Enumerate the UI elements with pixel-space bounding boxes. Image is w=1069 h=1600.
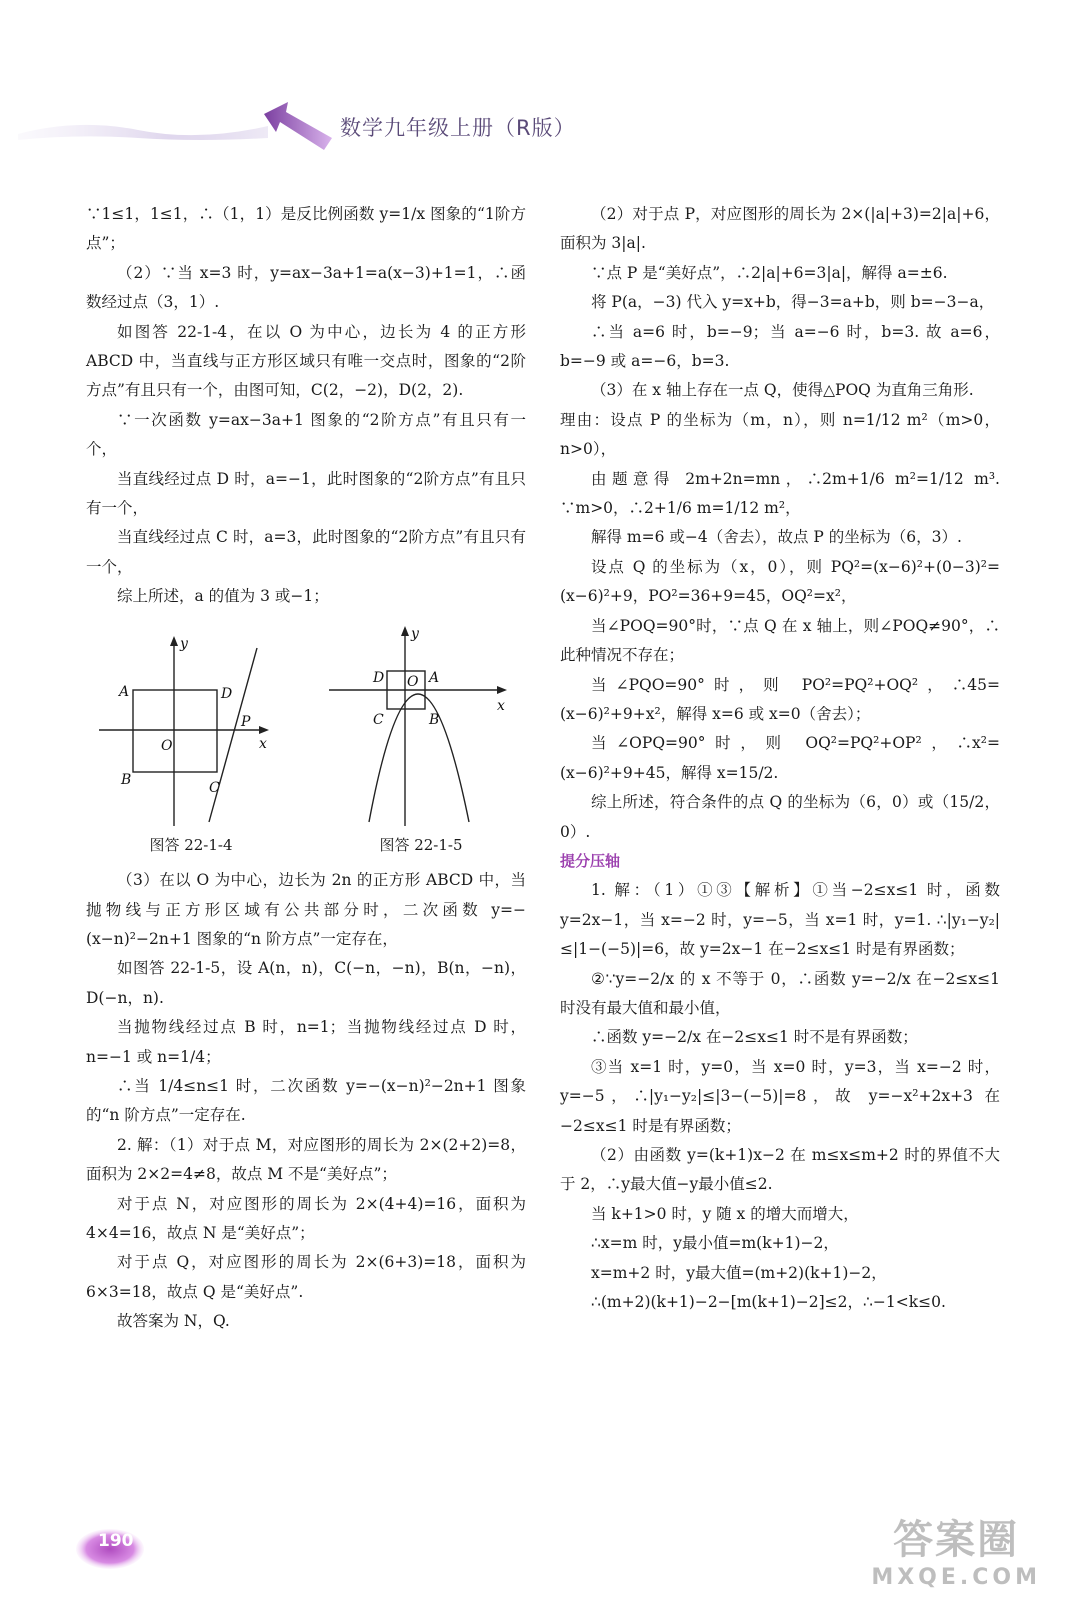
paragraph: ∴当 a=6 时，b=−9；当 a=−6 时，b=3. 故 a=6，b=−9 或 a=−6，b=3. <box>560 322 1000 371</box>
square-parabola-diagram <box>321 626 521 831</box>
paragraph: ∴当 1/4≤n≤1 时，二次函数 y=−(x−n)²−2n+1 图象的“n 阶方点”一定存在. <box>86 1076 526 1125</box>
paragraph: （3）在以 O 为中心，边长为 2n 的正方形 ABCD 中，当抛物线与正方形区域有公共部分时，二次函数 y=−(x−n)²−2n+1 图象的“n 阶方点”一定存在， <box>86 871 526 948</box>
point-b-label: B <box>121 771 132 788</box>
point-d-label: D <box>373 669 385 686</box>
paragraph: 当直线经过点 D 时，a=−1，此时图象的“2阶方点”有且只有一个， <box>86 469 526 518</box>
paragraph: 将 P(a，−3) 代入 y=x+b，得−3=a+b，则 b=−3−a， <box>591 293 995 312</box>
paragraph: ②∵y=−2/x 的 x 不等于 0，∴函数 y=−2/x 在−2≤x≤1 时没有最大值和最小值， <box>560 969 1000 1017</box>
header-arrow-icon <box>258 100 338 160</box>
paragraph: 设点 Q 的坐标为（x，0），则 PQ²=(x−6)²+(0−3)²=(x−6)²+9，PO²=36+9=45，OQ²=x²， <box>560 557 1000 606</box>
point-c-label: C <box>209 779 220 796</box>
paragraph: 由题意得 2m+2n=mn，∴2m+1/6 m²=1/12 m³. ∵m>0，∴2+1/6 m=1/12 m²， <box>560 469 1000 518</box>
paragraph: ∵一次函数 y=ax−3a+1 图象的“2阶方点”有且只有一个， <box>86 410 526 459</box>
paragraph: 对于点 N，对应图形的周长为 2×(4+4)=16，面积为 4×4=16，故点 N 是“美好点”； <box>86 1194 526 1242</box>
point-a-label: A <box>429 669 440 686</box>
paragraph: ∴函数 y=−2/x 在−2≤x≤1 时不是有界函数； <box>591 1028 918 1047</box>
figure-22-1-4 <box>86 626 296 860</box>
figures-row <box>86 626 526 860</box>
point-p-label: P <box>241 713 251 730</box>
paragraph: 2. 解：（1）对于点 M，对应图形的周长为 2×(2+2)=8，面积为 2×2=4≠8，故点 M 不是“美好点”； <box>86 1135 526 1184</box>
paragraph: ∴x=m 时，y最小值=m(k+1)−2， <box>591 1234 839 1253</box>
paragraph: 对于点 Q，对应图形的周长为 2×(6+3)=18，面积为 6×3=18，故点 Q 是“美好点”. <box>86 1253 526 1301</box>
figure-caption: 图答 22-1-5 <box>379 835 463 854</box>
paragraph: 当抛物线经过点 B 时，n=1；当抛物线经过点 D 时，n=−1 或 n=1/4； <box>86 1018 526 1066</box>
paragraph: （2）由函数 y=(k+1)x−2 在 m≤x≤m+2 时的界值不大于 2，∴y最大值−y最小值≤2. <box>560 1146 1000 1194</box>
paragraph: 如图答 22-1-4，在以 O 为中心，边长为 4 的正方形 ABCD 中，当直线与正方形区域只有唯一交点时，图象的“2阶方点”有且只有一个，由图可知，C(2，−2)，D(2，2). <box>86 322 526 400</box>
paragraph: 故答案为 N，Q. <box>117 1312 230 1331</box>
paragraph: x=m+2 时，y最大值=(m+2)(k+1)−2， <box>591 1263 887 1282</box>
paragraph: 如图答 22-1-5，设 A(n，n)，C(−n，−n)，B(n，−n)，D(−n，n). <box>86 959 526 1007</box>
paragraph: 当∠POQ=90°时，∵点 Q 在 x 轴上，则∠POQ≠90°，∴此种情况不存在； <box>560 616 1000 665</box>
page-header-title: 数学九年级上册（R版） <box>340 116 576 140</box>
square-line-diagram <box>91 626 291 831</box>
header-decoration <box>18 108 268 148</box>
right-column <box>560 200 1000 1317</box>
paragraph: （3）在 x 轴上存在一点 Q，使得△POQ 为直角三角形. <box>591 381 974 400</box>
x-axis-label: x <box>259 735 267 752</box>
paragraph: 综上所述，符合条件的点 Q 的坐标为（6，0）或（15/2，0）. <box>560 793 1000 841</box>
point-a-label: A <box>119 683 130 700</box>
point-b-label: B <box>429 711 440 728</box>
paragraph: 当 k+1>0 时，y 随 x 的增大而增大， <box>591 1204 859 1223</box>
x-axis-label: x <box>497 697 505 714</box>
paragraph: （2）对于点 P，对应图形的周长为 2×(|a|+3)=2|a|+6，面积为 3|a|. <box>560 205 1000 253</box>
page-number: 190 <box>98 1531 134 1551</box>
point-d-label: D <box>221 685 233 702</box>
paragraph: ∵点 P 是“美好点”，∴2|a|+6=3|a|，解得 a=±6. <box>591 263 948 282</box>
paragraph: 1. 解：（1）①③【解析】①当−2≤x≤1 时，函数 y=2x−1，当 x=−2 时，y=−5，当 x=1 时，y=1. ∴|y₁−y₂|≤|1−(−5)|=6，故 y=2x−1 在−2≤x≤1 时是有界函数； <box>560 881 1000 959</box>
paragraph: 当直线经过点 C 时，a=3，此时图象的“2阶方点”有且只有一个， <box>86 528 526 576</box>
watermark-cn: 答案圈 <box>893 1517 1020 1563</box>
paragraph: 当∠OPQ=90°时，则 OQ²=PQ²+OP²，∴x²=(x−6)²+9+45，解得 x=15/2. <box>560 734 1000 782</box>
origin-label: O <box>407 673 419 690</box>
paragraph: ∴(m+2)(k+1)−2−[m(k+1)−2]≤2，∴−1<k≤0. <box>591 1293 946 1312</box>
y-axis-label: y <box>180 635 188 652</box>
figure-caption: 图答 22-1-4 <box>149 835 233 854</box>
section-title: 提分压轴 <box>560 851 621 870</box>
watermark <box>871 1508 1041 1590</box>
paragraph: 当∠PQO=90°时，则 PO²=PQ²+OQ²，∴45=(x−6)²+9+x²，解得 x=6 或 x=0（舍去）； <box>560 675 1000 723</box>
left-column <box>86 200 526 1337</box>
paragraph: 综上所述，a 的值为 3 或−1； <box>117 587 329 606</box>
figure-22-1-5 <box>316 626 526 860</box>
paragraph: 理由：设点 P 的坐标为（m，n），则 n=1/12 m²（m>0，n>0）， <box>560 410 1000 459</box>
watermark-en: MXQE.COM <box>871 1565 1041 1590</box>
paragraph: ③当 x=1 时，y=0，当 x=0 时，y=3，当 x=−2 时，y=−5，∴|y₁−y₂|≤|3−(−5)|=8，故 y=−x²+2x+3 在−2≤x≤1 时是有界函数； <box>560 1057 1000 1135</box>
paragraph: ∵1≤1，1≤1，∴（1，1）是反比例函数 y=1/x 图象的“1阶方点”； <box>86 205 526 253</box>
y-axis-label: y <box>411 625 419 642</box>
point-c-label: C <box>373 711 384 728</box>
paragraph: 解得 m=6 或−4（舍去），故点 P 的坐标为（6，3）. <box>591 528 962 547</box>
origin-label: O <box>161 737 173 754</box>
paragraph: （2）∵当 x=3 时，y=ax−3a+1=a(x−3)+1=1，∴函数经过点（3，1）. <box>86 263 526 312</box>
